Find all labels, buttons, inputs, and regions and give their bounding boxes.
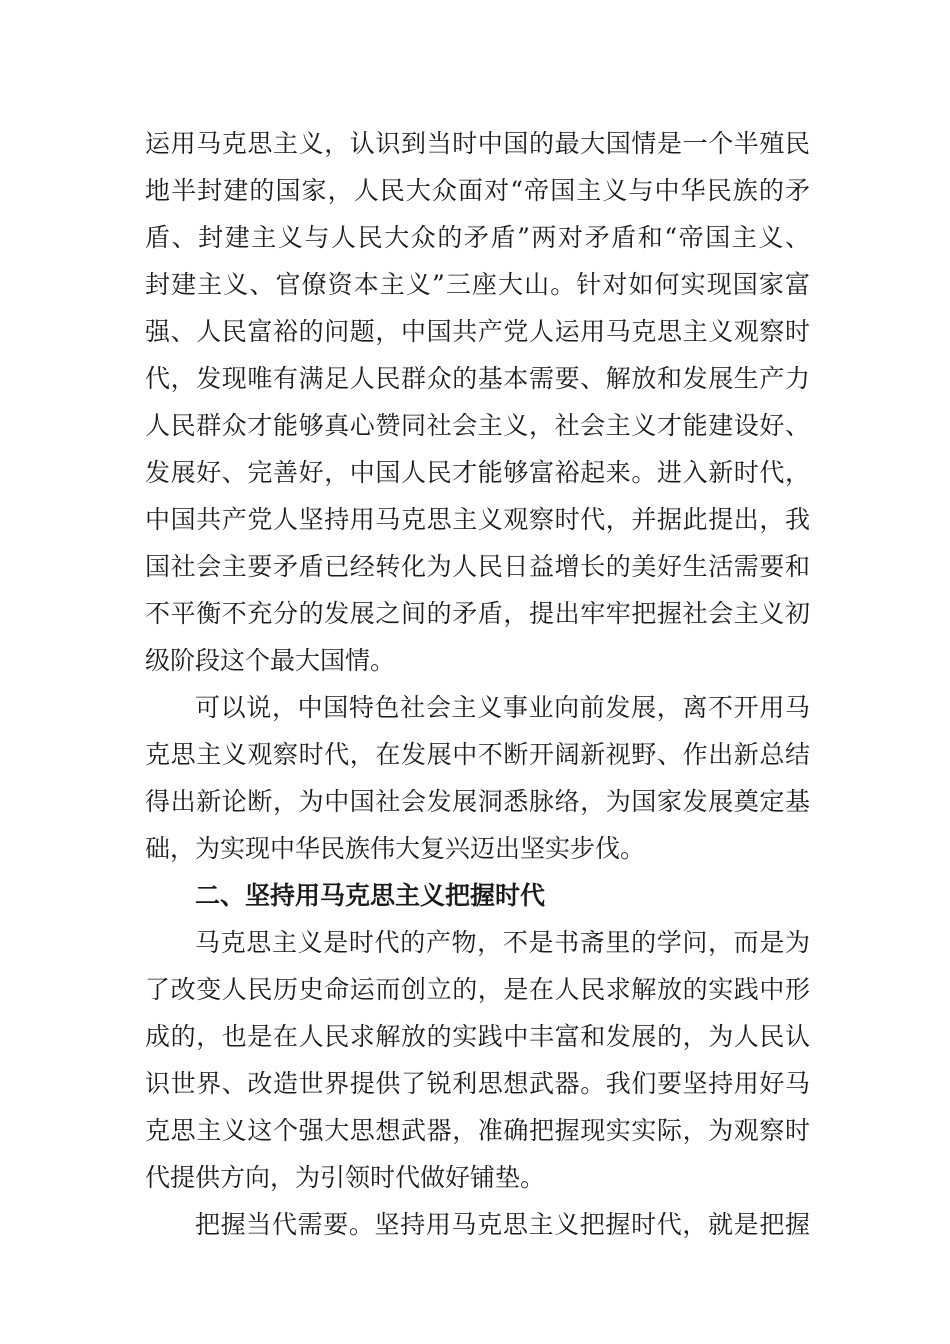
- text-line: 人民群众才能够真心赞同社会主义，社会主义才能建设好、: [145, 411, 810, 440]
- text-line: 克思主义观察时代，在发展中不断开阔新视野、作出新总结: [145, 740, 810, 769]
- text-line: 可以说，中国特色社会主义事业向前发展，离不开用马: [195, 693, 810, 722]
- text-line: 中国共产党人坚持用马克思主义观察时代，并据此提出，我: [145, 505, 810, 534]
- paragraph-4: [145, 1201, 810, 1248]
- text-line: 代，发现唯有满足人民群众的基本需要、解放和发展生产力: [145, 364, 810, 393]
- section-heading-text: 二、坚持用马克思主义把握时代: [195, 881, 546, 910]
- text-line: 础，为实现中华民族伟大复兴迈出坚实步伐。: [145, 834, 646, 863]
- text-line: 盾、封建主义与人民大众的矛盾”两对矛盾和“帝国主义、: [145, 223, 810, 252]
- text-line: 强、人民富裕的问题，中国共产党人运用马克思主义观察时: [145, 317, 810, 346]
- paragraph-2: [145, 684, 810, 872]
- paragraph-3: [145, 919, 810, 1201]
- text-line: 地半封建的国家，人民大众面对“帝国主义与中华民族的矛: [145, 176, 810, 205]
- text-line: 克思主义这个强大思想武器，准确把握现实实际，为观察时: [145, 1116, 810, 1145]
- text-line: 发展好、完善好，中国人民才能够富裕起来。进入新时代，: [145, 458, 810, 487]
- text-line: 代提供方向，为引领时代做好铺垫。: [145, 1163, 546, 1192]
- text-line: 运用马克思主义，认识到当时中国的最大国情是一个半殖民: [145, 129, 810, 158]
- text-line: 得出新论断，为中国社会发展洞悉脉络，为国家发展奠定基: [145, 787, 810, 816]
- paragraph-1: [145, 120, 810, 684]
- text-line: 识世界、改造世界提供了锐利思想武器。我们要坚持用好马: [145, 1069, 810, 1098]
- text-line: 了改变人民历史命运而创立的，是在人民求解放的实践中形: [145, 975, 810, 1004]
- section-heading: [145, 872, 810, 919]
- text-line: 不平衡不充分的发展之间的矛盾，提出牢牢把握社会主义初: [145, 599, 810, 628]
- text-line: 马克思主义是时代的产物，不是书斋里的学问，而是为: [195, 928, 810, 957]
- text-line: 国社会主要矛盾已经转化为人民日益增长的美好生活需要和: [145, 552, 810, 581]
- text-line: 级阶段这个最大国情。: [145, 646, 396, 675]
- text-line: 封建主义、官僚资本主义”三座大山。针对如何实现国家富: [145, 270, 810, 299]
- document-page: [145, 120, 810, 1248]
- text-line: 成的，也是在人民求解放的实践中丰富和发展的，为人民认: [145, 1022, 810, 1051]
- text-line: 把握当代需要。坚持用马克思主义把握时代，就是把握: [195, 1210, 810, 1239]
